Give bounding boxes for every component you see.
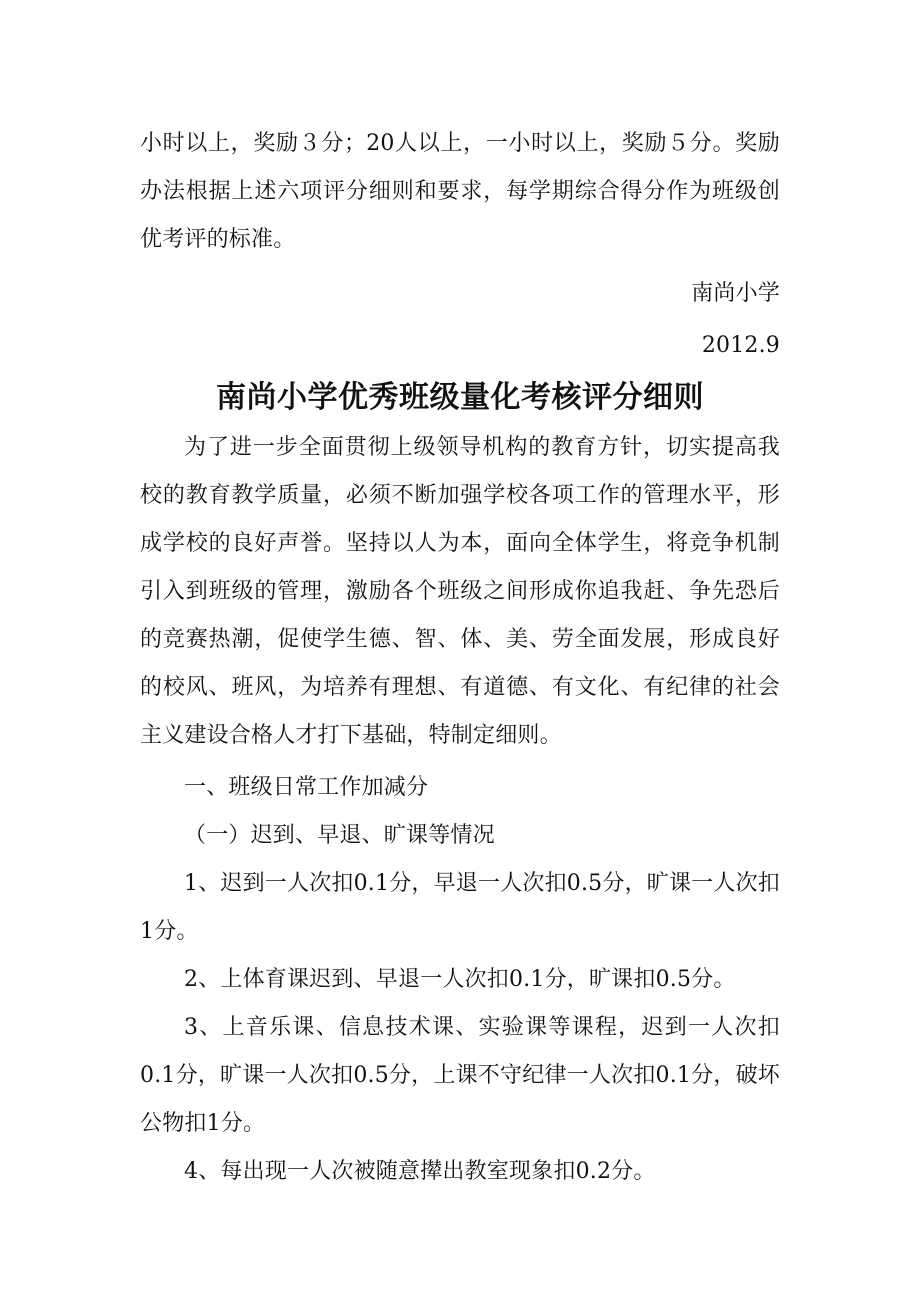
continuation-paragraph: 小时以上，奖励３分；20人以上，一小时以上，奖励５分。奖励办法根据上述六项评分细则和要求，每学期综合得分作为班级创优考评的标准。 bbox=[140, 131, 780, 252]
document-body bbox=[140, 120, 780, 1196]
signature-organization: 南尚小学 bbox=[691, 281, 780, 306]
signature-date: 2012.9 bbox=[701, 333, 780, 358]
list-item: 4、每出现一人次被随意撵出教室现象扣0.2分。 bbox=[184, 1159, 656, 1184]
subsection-1-heading: （一）迟到、早退、旷课等情况 bbox=[184, 823, 495, 848]
list-item: 2、上体育课迟到、早退一人次扣0.1分，旷课扣0.5分。 bbox=[184, 967, 736, 992]
document-title: 南尚小学优秀班级量化考核评分细则 bbox=[216, 380, 704, 415]
list-item: 3、上音乐课、信息技术课、实验课等课程，迟到一人次扣0.1分，旷课一人次扣0.5分，上课不守纪律一人次扣0.1分，破坏公物扣1分。 bbox=[140, 1015, 780, 1136]
intro-paragraph: 为了进一步全面贯彻上级领导机构的教育方针，切实提高我校的教育教学质量，必须不断加强学校各项工作的管理水平，形成学校的良好声誉。坚持以人为本，面向全体学生，将竞争机制引入到班级的管理，激励各个班级之间形成你追我赶、争先恐后的竞赛热潮，促使学生德、智、体、美、劳全面发展，形成良好的校风、班风，为培养有理想、有道德、有文化、有纪律的社会主义建设合格人才打下基础，特制定细则。 bbox=[140, 435, 780, 748]
list-item: 1、迟到一人次扣0.1分，早退一人次扣0.5分，旷课一人次扣1分。 bbox=[140, 871, 780, 944]
section-1-heading: 一、班级日常工作加减分 bbox=[184, 775, 429, 800]
